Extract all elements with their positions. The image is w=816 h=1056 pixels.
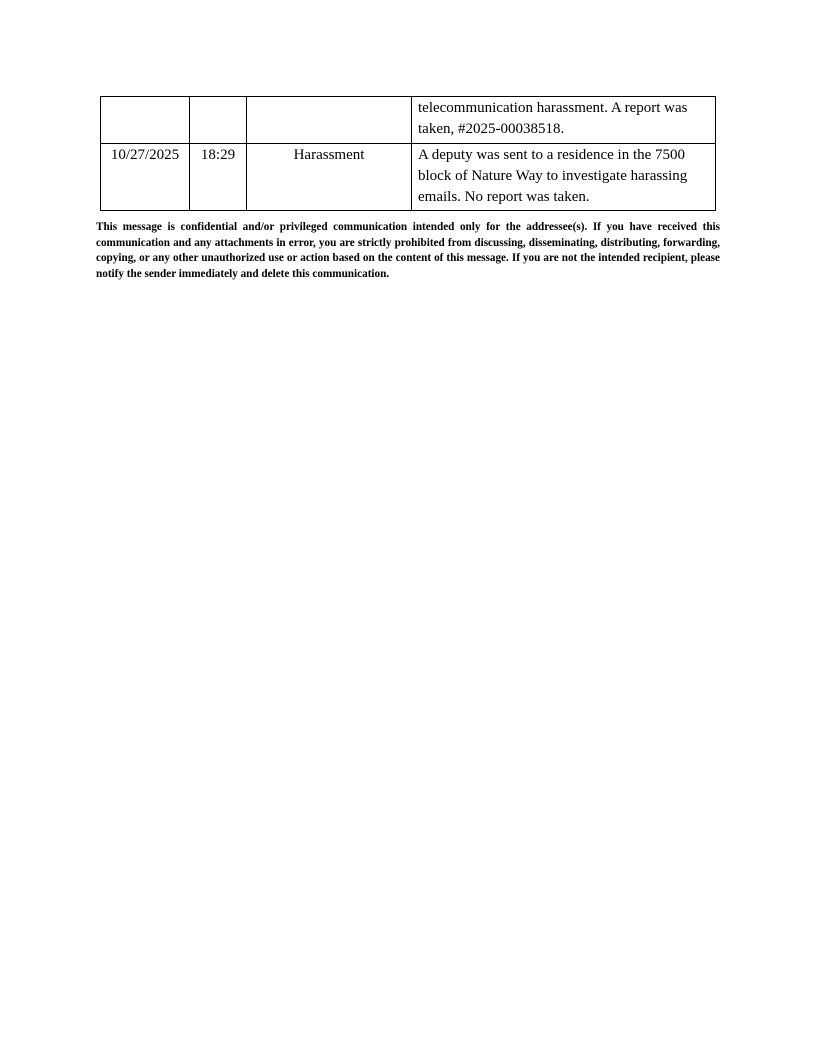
cell-date: 10/27/2025	[101, 144, 190, 211]
incident-log-table	[100, 96, 716, 211]
cell-description: telecommunication harassment. A report was taken, #2025-00038518.	[412, 97, 716, 144]
table-row	[101, 97, 716, 144]
cell-incident-type: Harassment	[247, 144, 412, 211]
confidentiality-disclaimer: This message is confidential and/or privileged communication intended only for the addressee(s). If you have received this communication and any attachments in error, you are strictly prohibited from discussing, disseminating, distributing, forwarding, copying, or any other unauthorized use or action based on the content of this message. If you are not the intended recipient, please notify the sender immediately and delete this communication.	[96, 221, 720, 280]
cell-incident-type	[247, 97, 412, 144]
cell-time: 18:29	[190, 144, 247, 211]
table-row	[101, 144, 716, 211]
cell-time	[190, 97, 247, 144]
cell-date	[101, 97, 190, 144]
cell-description: A deputy was sent to a residence in the 7500 block of Nature Way to investigate harassing emails. No report was taken.	[412, 144, 716, 211]
